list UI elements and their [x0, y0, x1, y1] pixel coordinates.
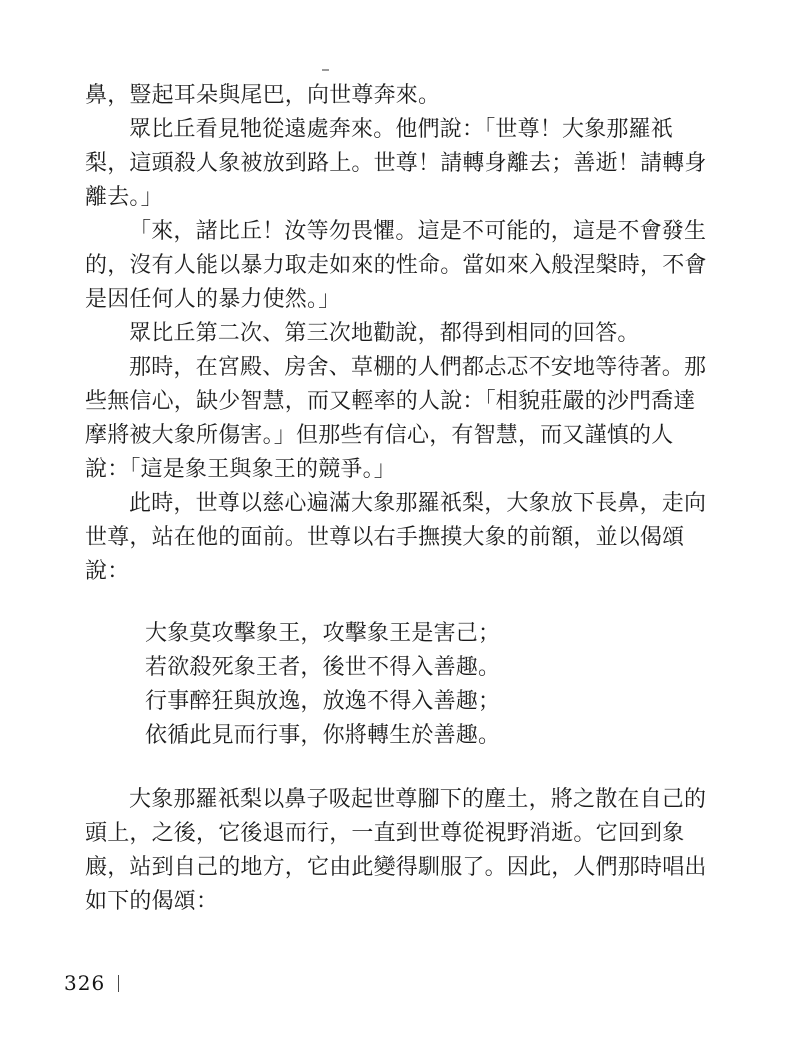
paragraph-block [85, 317, 711, 351]
text-line: 摩將被大象所傷害。」但那些有信心，有智慧，而又謹慎的人 [85, 423, 674, 448]
text-line: 梨，這頭殺人象被放到路上。世尊！請轉身離去；善逝！請轉身 [85, 151, 707, 176]
footer-divider-line [118, 975, 119, 992]
paragraph-block [85, 215, 711, 317]
text-line: 那時，在宮殿、房舍、草棚的人們都忐忑不安地等待著。那 [129, 355, 707, 380]
text-line: 若欲殺死象王者，後世不得入善趣。 [145, 655, 501, 680]
scan-artifact-mark [322, 69, 329, 71]
paragraph-block [85, 113, 711, 215]
paragraph-block [85, 487, 711, 589]
text-line: 大象莫攻擊象王，攻擊象王是害己； [145, 621, 501, 646]
paragraph-block [85, 79, 711, 113]
text-line: 大象那羅祇梨以鼻子吸起世尊腳下的塵土，將之散在自己的 [129, 787, 707, 812]
text-line: 的，沒有人能以暴力取走如來的性命。當如來入般涅槃時，不會 [85, 253, 707, 278]
text-line: 是因任何人的暴力使然。」 [85, 287, 341, 312]
text-line: 說：「這是象王與象王的競爭。」 [85, 457, 397, 482]
text-line: 眾比丘第二次、第三次地勸說，都得到相同的回答。 [129, 321, 640, 346]
text-line: 頭上，之後，它後退而行，一直到世尊從視野消逝。它回到象 [85, 821, 685, 846]
text-line: 離去。」 [85, 185, 163, 210]
text-line: 眾比丘看見牠從遠處奔來。他們說：「世尊！大象那羅祇 [129, 117, 674, 142]
paragraph-block [85, 783, 711, 919]
text-line: 如下的偈頌： [85, 889, 219, 914]
text-line: 廄，站到自己的地方，它由此變得馴服了。因此，人們那時唱出 [85, 855, 707, 880]
paragraph-block [85, 351, 711, 487]
text-line: 依循此見而行事，你將轉生於善趣。 [145, 723, 501, 748]
text-line: 此時，世尊以慈心遍滿大象那羅祇梨，大象放下長鼻，走向 [129, 491, 707, 516]
verse-block [85, 617, 711, 753]
text-line: 世尊，站在他的面前。世尊以右手撫摸大象的前額，並以偈頌 [85, 525, 685, 550]
text-line: 鼻，豎起耳朵與尾巴，向世尊奔來。 [85, 83, 441, 108]
text-line: 行事醉狂與放逸，放逸不得入善趣； [145, 689, 501, 714]
text-line: 「來，諸比丘！汝等勿畏懼。這是不可能的，這是不會發生 [129, 219, 707, 244]
page-number: 326 [64, 971, 106, 995]
text-body [85, 79, 711, 919]
text-line: 些無信心，缺少智慧，而又輕率的人說：「相貌莊嚴的沙門喬達 [85, 389, 696, 414]
page-footer [64, 971, 119, 995]
text-line: 說： [85, 559, 130, 584]
